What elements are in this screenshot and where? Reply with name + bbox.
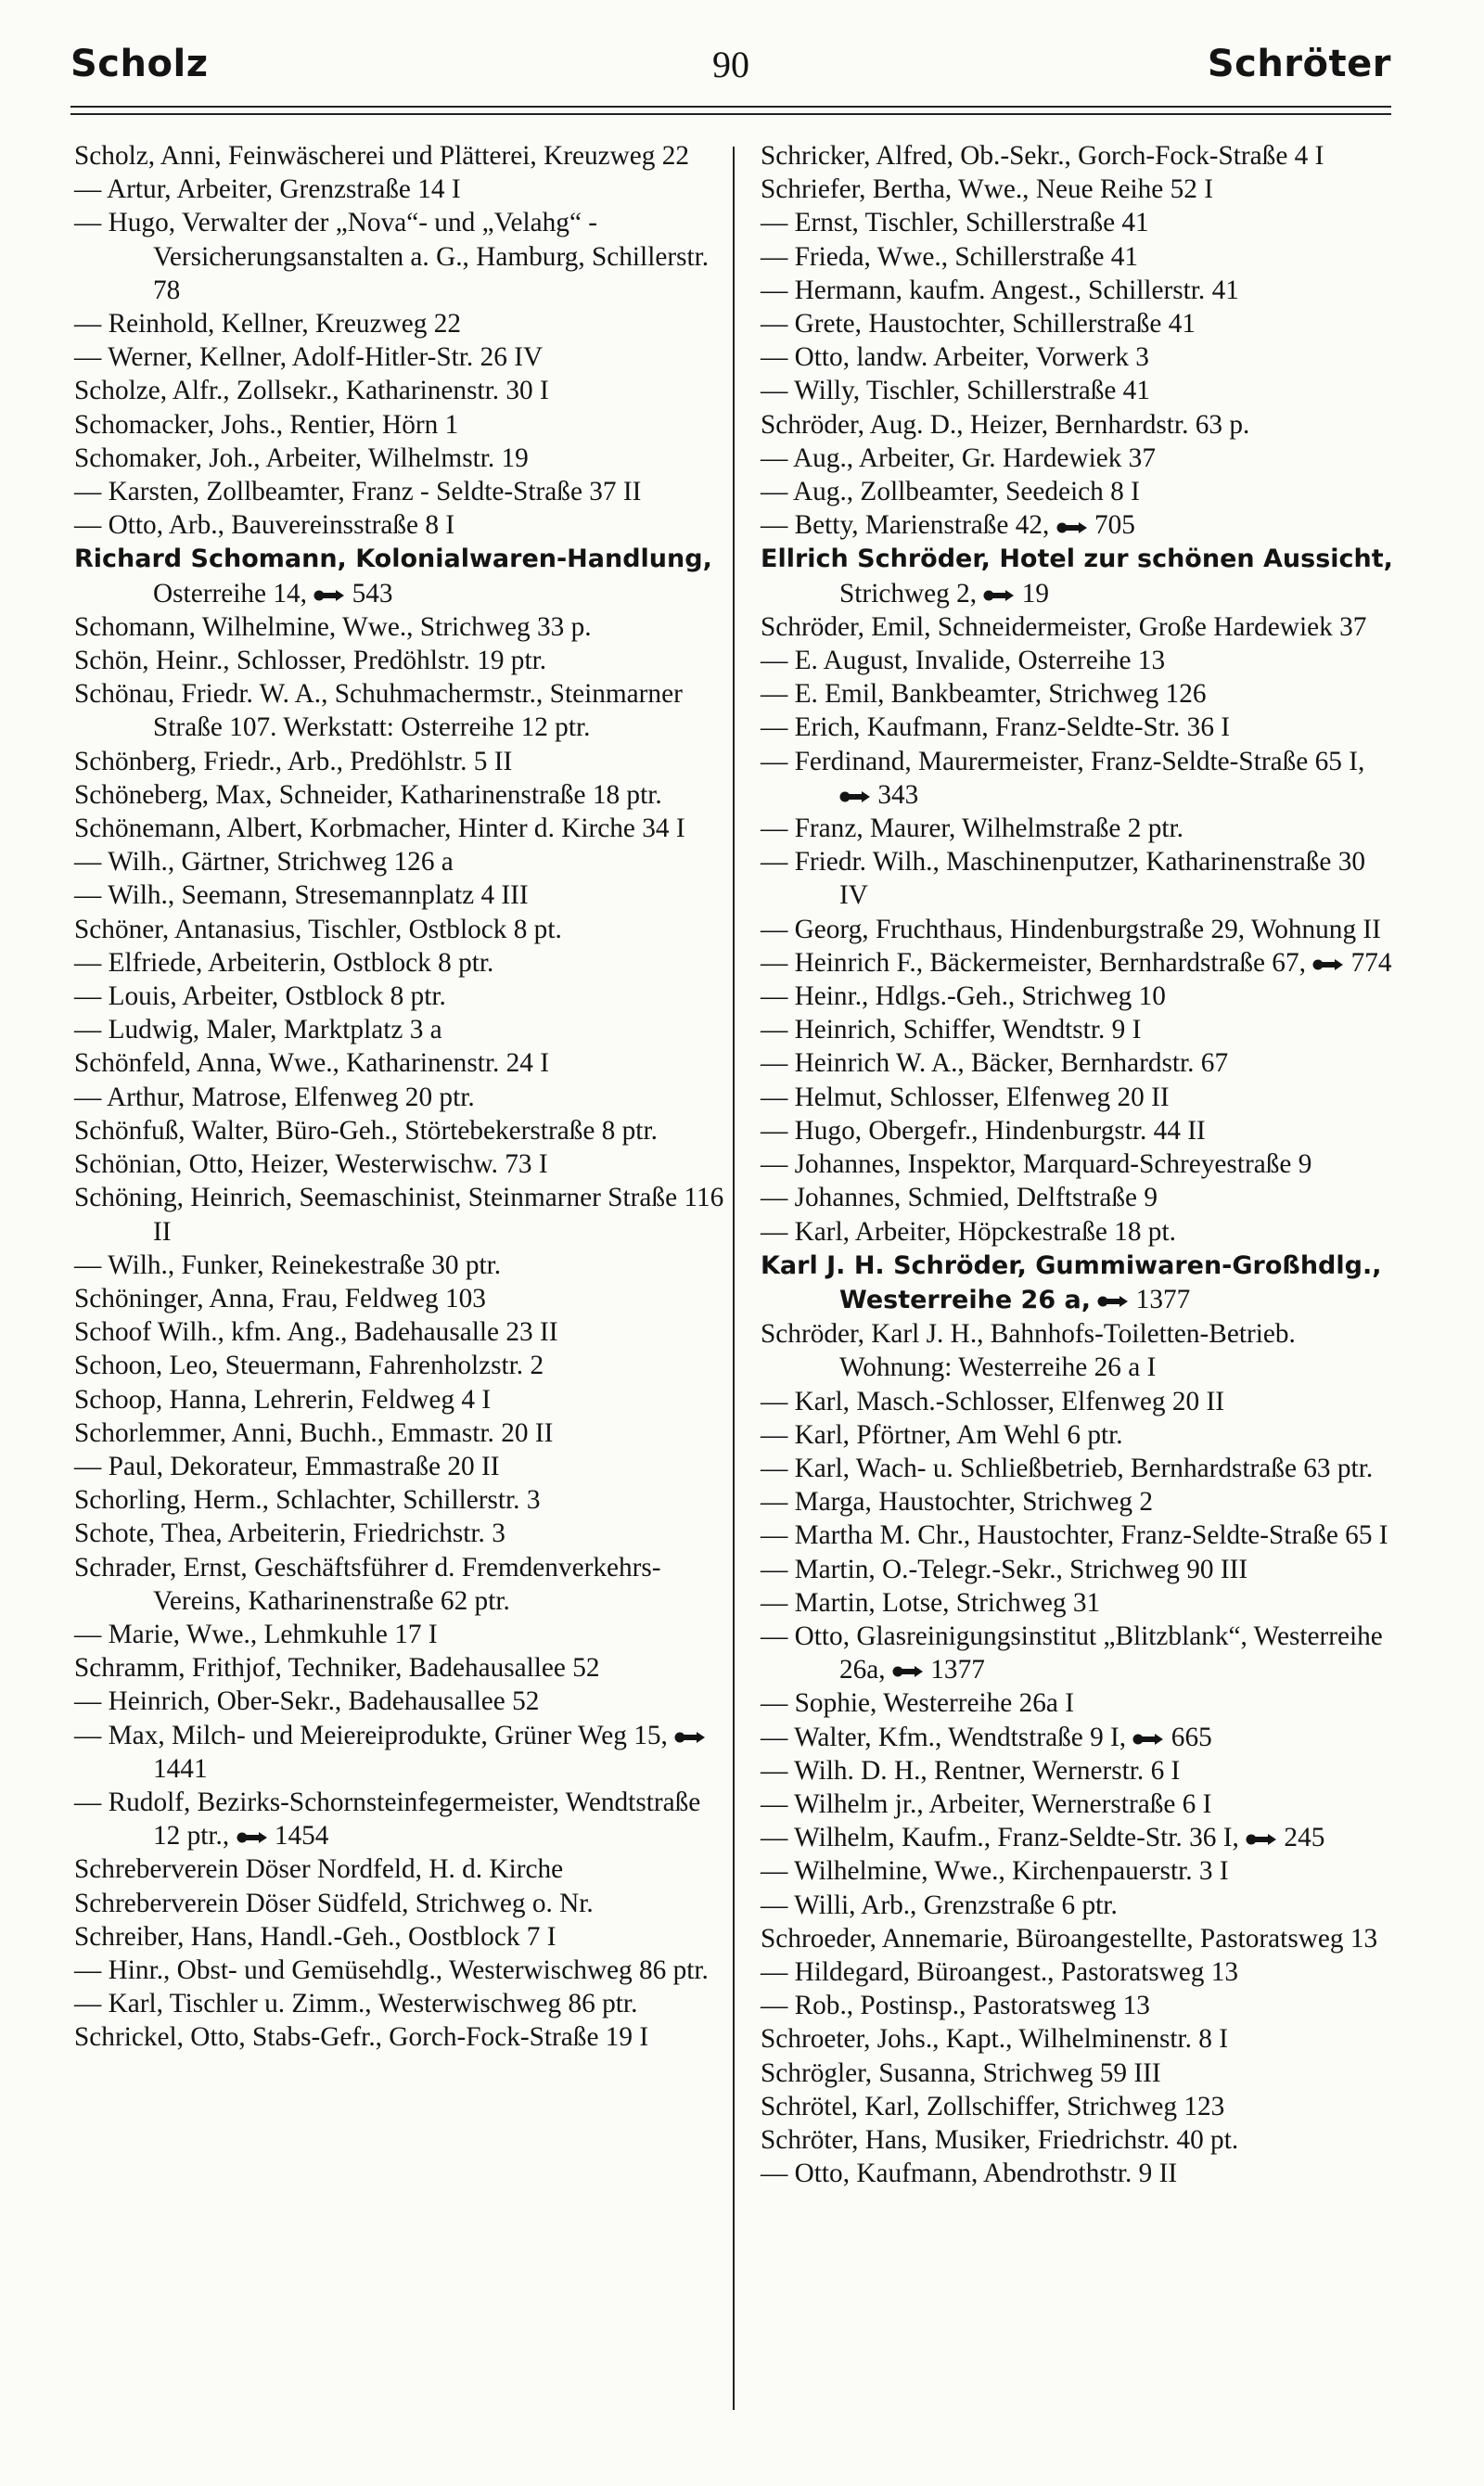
entry-text: Schönemann, Albert, Korbmacher, Hinter d. Kirche 34 I [74, 814, 685, 844]
directory-entry [74, 1954, 725, 1987]
directory-entry [74, 913, 725, 946]
entry-text: Schröder, Emil, Schneidermeister, Große Hardewiek 37 [761, 611, 1367, 642]
directory-entry [74, 812, 725, 845]
entry-text: Schroeter, Johs., Kapt., Wilhelminenstr. 8 I [761, 2024, 1229, 2055]
directory-entry [761, 139, 1395, 173]
telephone-icon [313, 588, 345, 603]
directory-entry [761, 1385, 1395, 1418]
entry-text: Schrögler, Susanna, Strichweg 59 III [761, 2057, 1161, 2088]
entry-text: — Wilhelm jr., Arbeiter, Wernerstraße 6 I [761, 1788, 1212, 1819]
entry-text: Schröter, Hans, Musiker, Friedrichstr. 40 pt. [761, 2124, 1239, 2155]
directory-entry [74, 1282, 725, 1315]
entry-text: — Wilh., Funker, Reinekestraße 30 ptr. [74, 1249, 502, 1280]
directory-entry [74, 845, 725, 878]
entry-text: Scholze, Alfr., Zollsekr., Katharinenstr. 30 I [74, 376, 549, 406]
entry-text: Schroeder, Annemarie, Büroangestellte, Pastoratsweg 13 [761, 1923, 1378, 1954]
directory-entry [761, 542, 1395, 609]
business-name: Ellrich Schröder, Hotel zur schönen Aussicht, [761, 545, 1393, 574]
entry-text: — Friedr. Wilh., Maschinenputzer, Katharinenstraße 30 IV [761, 847, 1366, 911]
entry-text: — Karl, Wach- u. Schließbetrieb, Bernhardstraße 63 ptr. [761, 1453, 1374, 1483]
entry-text: Schöner, Antanasius, Tischler, Ostblock 8 pt. [74, 914, 562, 944]
entry-text: — Willi, Arb., Grenzstraße 6 ptr. [761, 1890, 1118, 1920]
entry-text: — Wilhelm, Kaufm., Franz-Seldte-Str. 36 I, [761, 1823, 1247, 1853]
entry-text: — Louis, Arbeiter, Ostblock 8 ptr. [74, 981, 446, 1012]
entry-text: — Hugo, Verwalter der „Nova“- und „Velahg“ - Versicherungsanstalten a. G., Hamburg, Schillerstr. 78 [74, 208, 710, 305]
entry-text [1091, 1285, 1097, 1314]
entry-text: 19 [1015, 578, 1050, 609]
directory-entry [74, 1114, 725, 1147]
entry-text: — Ludwig, Maler, Marktplatz 3 a [74, 1015, 442, 1045]
right-guide-word: Schröter [1207, 43, 1391, 85]
directory-entry [761, 1452, 1395, 1485]
entry-text: — Otto, Kaufmann, Abendrothstr. 9 II [761, 2159, 1178, 2189]
entry-text: 343 [871, 779, 919, 810]
entry-text: Strichweg 2, [839, 578, 984, 609]
directory-entry [74, 173, 725, 206]
directory-entry [74, 1013, 725, 1046]
page-number: 90 [712, 44, 749, 85]
directory-entry [74, 644, 725, 677]
entry-text: Osterreihe 14, [153, 578, 314, 609]
telephone-icon [1246, 1832, 1277, 1847]
entry-text: — Hermann, kaufm. Angest., Schillerstr. 41 [761, 275, 1239, 305]
telephone-icon [839, 789, 871, 804]
entry-text: — Wilh. D. H., Rentner, Wernerstr. 6 I [761, 1755, 1181, 1786]
telephone-icon [983, 588, 1015, 603]
directory-entry [74, 878, 725, 912]
directory-entry [761, 1989, 1395, 2022]
entry-text: — Hinr., Obst- und Gemüsehdlg., Westerwischweg 86 ptr. [74, 1954, 709, 1985]
entry-text: — Elfriede, Arbeiterin, Ostblock 8 ptr. [74, 947, 494, 978]
directory-entry [74, 1249, 725, 1282]
entry-text: — Willy, Tischler, Schillerstraße 41 [761, 376, 1150, 406]
entry-text: — Karsten, Zollbeamter, Franz - Seldte-Straße 37 II [74, 477, 642, 507]
entry-text: Schomaker, Joh., Arbeiter, Wilhelmstr. 19 [74, 442, 529, 473]
entry-text: Schramm, Frithjof, Techniker, Badehausallee 52 [74, 1653, 600, 1684]
entry-text: — Martha M. Chr., Haustochter, Franz-Seldte-Straße 65 I [761, 1520, 1388, 1551]
directory-entry [74, 1147, 725, 1181]
telephone-icon [237, 1830, 268, 1845]
directory-entry [74, 980, 725, 1013]
directory-entry [761, 1081, 1395, 1114]
entry-text: — Georg, Fruchthaus, Hindenburgstraße 29, Wohnung II [761, 914, 1381, 944]
entry-text: — Wilhelmine, Wwe., Kirchenpauerstr. 3 I [761, 1856, 1229, 1887]
entry-text: — Walter, Kfm., Wendtstraße 9 I, [761, 1722, 1133, 1752]
telephone-icon [1312, 957, 1344, 972]
entry-text: Schomacker, Johs., Rentier, Hörn 1 [74, 409, 459, 440]
directory-entry [761, 1114, 1395, 1147]
entry-text: — E. Emil, Bankbeamter, Strichweg 126 [761, 679, 1207, 710]
directory-entry [74, 139, 725, 173]
entry-text: Schönfuß, Walter, Büro-Geh., Störtebekerstraße 8 ptr. [74, 1115, 658, 1146]
directory-entry [74, 1719, 725, 1786]
directory-entry [761, 711, 1395, 744]
directory-entry [74, 475, 725, 508]
entry-text: — Marie, Wwe., Lehmkuhle 17 I [74, 1619, 438, 1649]
entry-text: — Reinhold, Kellner, Kreuzweg 22 [74, 309, 462, 340]
directory-entry [74, 408, 725, 442]
entry-text: Schröder, Aug. D., Heizer, Bernhardstr. 63 p. [761, 409, 1250, 440]
entry-text: — Heinrich F., Bäckermeister, Bernhardstraße 67, [761, 947, 1313, 978]
directory-entry [74, 778, 725, 812]
directory-entry [761, 1249, 1395, 1317]
directory-entry [761, 1620, 1395, 1686]
directory-entry [761, 240, 1395, 274]
entry-text: Schriefer, Bertha, Wwe., Neue Reihe 52 I [761, 174, 1214, 205]
entry-text: — Karl, Pförtner, Am Wehl 6 ptr. [761, 1419, 1123, 1450]
directory-entry [74, 1920, 725, 1954]
directory-entry [761, 1046, 1395, 1080]
directory-entry [761, 1788, 1395, 1821]
telephone-icon [1056, 520, 1088, 535]
directory-entry [761, 274, 1395, 307]
entry-text: — Artur, Arbeiter, Grenzstraße 14 I [74, 174, 461, 205]
entry-text: — Arthur, Matrose, Elfenweg 20 ptr. [74, 1082, 475, 1112]
business-name: Karl J. H. Schröder, Gummiwaren-Großhdlg., Westerreihe 26 a, [761, 1250, 1382, 1314]
directory-entry [761, 812, 1395, 845]
directory-entry [761, 2157, 1395, 2190]
directory-entry [74, 1483, 725, 1517]
directory-entry [761, 845, 1395, 912]
entry-text: — Frieda, Wwe., Schillerstraße 41 [761, 241, 1139, 272]
directory-entry [74, 1416, 725, 1450]
entry-text: 1441 [153, 1753, 208, 1784]
entry-text: — Max, Milch- und Meiereiprodukte, Grüner Weg 15, [74, 1720, 675, 1750]
entry-text: Schönfeld, Anna, Wwe., Katharinenstr. 24 I [74, 1048, 550, 1079]
directory-entry [761, 1955, 1395, 1989]
entry-text: — Hildegard, Büroangest., Pastoratsweg 13 [761, 1956, 1239, 1987]
entry-text: — Werner, Kellner, Adolf-Hitler-Str. 26 IV [74, 342, 544, 373]
entry-text: 1377 [923, 1655, 985, 1685]
directory-entry [74, 307, 725, 340]
directory-entry [74, 1450, 725, 1483]
directory-entry [761, 1754, 1395, 1788]
entry-text: — Sophie, Westerreihe 26a I [761, 1688, 1074, 1719]
entry-text: — Aug., Zollbeamter, Seedeich 8 I [761, 477, 1140, 507]
entry-text: — Otto, Glasreinigungsinstitut „Blitzblank“, Westerreihe 26a, [761, 1621, 1383, 1685]
directory-entry [761, 173, 1395, 206]
directory-entry [761, 1418, 1395, 1452]
directory-entry [74, 1315, 725, 1349]
directory-entry [761, 340, 1395, 374]
directory-entry [761, 508, 1395, 542]
entry-text: Schönberg, Friedr., Arb., Predöhlstr. 5 II [74, 746, 513, 776]
directory-entry [761, 1586, 1395, 1620]
entry-text: Schönau, Friedr. W. A., Schuhmachermstr., Steinmarner Straße 107. Werkstatt: Osterreihe 12 ptr. [74, 679, 683, 743]
directory-entry [761, 610, 1395, 644]
entry-text: 245 [1277, 1823, 1325, 1853]
directory-entry [74, 1383, 725, 1416]
entry-text: — Karl, Arbeiter, Höpckestraße 18 pt. [761, 1216, 1176, 1247]
entry-text: — Grete, Haustochter, Schillerstraße 41 [761, 309, 1196, 340]
directory-entry [761, 442, 1395, 475]
entry-text: 774 [1344, 947, 1392, 978]
column-divider [733, 147, 735, 2410]
entry-text: Schrader, Ernst, Geschäftsführer d. Fremdenverkehrs-Vereins, Katharinenstraße 62 ptr. [74, 1552, 661, 1616]
entry-text: Schreberverein Döser Südfeld, Strichweg o. Nr. [74, 1888, 594, 1918]
entry-text: Schröder, Karl J. H., Bahnhofs-Toiletten-Betrieb. Wohnung: Westerreihe 26 a I [761, 1319, 1296, 1383]
directory-entry [761, 677, 1395, 711]
directory-entry [761, 1013, 1395, 1046]
entry-text: — Ernst, Tischler, Schillerstraße 41 [761, 208, 1149, 238]
directory-entry [761, 1317, 1395, 1384]
telephone-icon [674, 1730, 706, 1745]
entry-text: — Helmut, Schlosser, Elfenweg 20 II [761, 1082, 1170, 1112]
telephone-icon [1097, 1294, 1129, 1309]
entry-text: 1377 [1129, 1284, 1191, 1314]
directory-entry [761, 1519, 1395, 1552]
directory-entry [74, 1651, 725, 1685]
entry-text: Schöning, Heinrich, Seemaschinist, Steinmarner Straße 116 II [74, 1183, 724, 1247]
entry-text: Schoof Wilh., kfm. Ang., Badehausalle 23 II [74, 1317, 558, 1348]
directory-entry [761, 1553, 1395, 1586]
entry-text: — Rudolf, Bezirks-Schornsteinfegermeister, Wendtstraße 12 ptr., [74, 1787, 701, 1852]
entry-text: Schricker, Alfred, Ob.-Sekr., Gorch-Fock-Straße 4 I [761, 141, 1324, 171]
directory-entry [761, 644, 1395, 677]
entry-text: Schöneberg, Max, Schneider, Katharinenstraße 18 ptr. [74, 779, 662, 810]
directory-entry [74, 1046, 725, 1080]
entry-text: 543 [345, 578, 393, 609]
directory-entry [761, 1889, 1395, 1922]
directory-entry [761, 2090, 1395, 2123]
entry-text: Schoop, Hanna, Lehrerin, Feldweg 4 I [74, 1384, 492, 1415]
entry-text: — Johannes, Schmied, Delftstraße 9 [761, 1183, 1158, 1213]
entry-text: — Heinr., Hdlgs.-Geh., Strichweg 10 [761, 981, 1166, 1012]
right-column [761, 139, 1395, 2190]
entry-text: Scholz, Anni, Feinwäscherei und Plätterei, Kreuzweg 22 [74, 141, 690, 171]
entry-text: Schomann, Wilhelmine, Wwe., Strichweg 33 p. [74, 611, 592, 642]
entry-text: 1454 [267, 1821, 329, 1852]
directory-entry [74, 1181, 725, 1248]
entry-text: Schrickel, Otto, Stabs-Gefr., Gorch-Fock-Straße 19 I [74, 2022, 649, 2053]
entry-text: — Heinrich W. A., Bäcker, Bernhardstr. 67 [761, 1048, 1229, 1079]
directory-entry [74, 542, 725, 609]
entry-text: Schreberverein Döser Nordfeld, H. d. Kirche [74, 1854, 564, 1885]
entry-text: — Heinrich, Schiffer, Wendtstr. 9 I [761, 1015, 1142, 1045]
entry-text: Schönian, Otto, Heizer, Westerwischw. 73 I [74, 1149, 548, 1180]
entry-text: — E. August, Invalide, Osterreihe 13 [761, 646, 1166, 676]
telephone-icon [1132, 1732, 1164, 1747]
directory-entry [74, 1551, 725, 1618]
entry-text: — Martin, Lotse, Strichweg 31 [761, 1587, 1101, 1618]
entry-text: 705 [1087, 510, 1135, 541]
directory-entry [74, 677, 725, 744]
directory-entry [761, 1181, 1395, 1214]
directory-entry [74, 442, 725, 475]
directory-entry [761, 307, 1395, 340]
directory-entry [761, 1147, 1395, 1181]
directory-entry [761, 475, 1395, 508]
directory-entry [761, 1854, 1395, 1888]
entry-text: — Karl, Masch.-Schlosser, Elfenweg 20 II [761, 1386, 1224, 1416]
entry-text: Schrötel, Karl, Zollschiffer, Strichweg 123 [761, 2091, 1225, 2121]
entry-text: — Otto, landw. Arbeiter, Vorwerk 3 [761, 342, 1149, 373]
directory-entry [761, 745, 1395, 812]
directory-entry [74, 946, 725, 980]
entry-text: — Otto, Arb., Bauvereinsstraße 8 I [74, 510, 455, 541]
entry-text: Schreiber, Hans, Handl.-Geh., Oostblock 7 I [74, 1921, 556, 1952]
entry-text: Schorling, Herm., Schlachter, Schillerstr. 3 [74, 1485, 541, 1516]
directory-entry [761, 2057, 1395, 2090]
directory-entry [761, 1485, 1395, 1519]
directory-entry [74, 610, 725, 644]
directory-entry [761, 913, 1395, 946]
directory-entry [761, 980, 1395, 1013]
directory-entry [74, 374, 725, 407]
entry-text: Schöninger, Anna, Frau, Feldweg 103 [74, 1283, 486, 1313]
entry-text: Schote, Thea, Arbeiterin, Friedrichstr. 3 [74, 1519, 505, 1549]
entry-text: — Rob., Postinsp., Pastoratsweg 13 [761, 1991, 1150, 2021]
left-column [74, 139, 725, 2055]
directory-entry [74, 745, 725, 778]
entry-text: — Martin, O.-Telegr.-Sekr., Strichweg 90 III [761, 1554, 1248, 1584]
directory-entry [74, 1987, 725, 2020]
directory-entry [761, 1721, 1395, 1754]
directory-entry [74, 1618, 725, 1651]
directory-entry [74, 206, 725, 307]
entry-text: — Karl, Tischler u. Zimm., Westerwischweg 86 ptr. [74, 1989, 638, 2019]
entry-text: Schoon, Leo, Steuermann, Fahrenholzstr. 2 [74, 1351, 544, 1381]
entry-text: — Betty, Marienstraße 42, [761, 510, 1056, 541]
directory-entry [74, 508, 725, 542]
directory-entry [74, 1081, 725, 1114]
directory-entry [74, 2020, 725, 2054]
left-guide-word: Scholz [70, 43, 209, 85]
directory-entry [74, 1517, 725, 1550]
directory-entry [74, 1887, 725, 1920]
directory-entry [761, 374, 1395, 407]
directory-entry [74, 1786, 725, 1852]
directory-entry [761, 206, 1395, 239]
directory-entry [74, 340, 725, 374]
directory-entry [761, 2123, 1395, 2157]
entry-text: — Hugo, Obergefr., Hindenburgstr. 44 II [761, 1115, 1206, 1146]
entry-text: — Paul, Dekorateur, Emmastraße 20 II [74, 1451, 500, 1481]
entry-text: 665 [1164, 1722, 1212, 1752]
entry-text: Schorlemmer, Anni, Buchh., Emmastr. 20 II [74, 1417, 554, 1448]
directory-entry [74, 1852, 725, 1886]
entry-text: — Heinrich, Ober-Sekr., Badehausallee 52 [74, 1686, 540, 1717]
entry-text: — Erich, Kaufmann, Franz-Seldte-Str. 36 I [761, 712, 1231, 743]
directory-entry [761, 946, 1395, 980]
entry-text: — Franz, Maurer, Wilhelmstraße 2 ptr. [761, 814, 1183, 844]
entry-text: — Ferdinand, Maurermeister, Franz-Seldte-Straße 65 I, [761, 746, 1365, 776]
directory-entry [761, 1215, 1395, 1249]
telephone-icon [892, 1664, 924, 1679]
entry-text: — Johannes, Inspektor, Marquard-Schreyestraße 9 [761, 1149, 1312, 1180]
entry-text: — Wilh., Seemann, Stresemannplatz 4 III [74, 880, 529, 911]
page-header [70, 37, 1391, 93]
business-name: Richard Schomann, Kolonialwaren-Handlung, [74, 545, 712, 574]
directory-entry [761, 2022, 1395, 2056]
entry-text: — Wilh., Gärtner, Strichweg 126 a [74, 847, 454, 878]
directory-entry [74, 1349, 725, 1382]
directory-entry [761, 408, 1395, 442]
directory-entry [761, 1686, 1395, 1720]
header-rule-top [70, 106, 1391, 108]
directory-entry [761, 1821, 1395, 1854]
directory-entry [74, 1685, 725, 1718]
header-rule-bottom [70, 113, 1391, 115]
directory-entry [761, 1922, 1395, 1955]
entry-text: — Marga, Haustochter, Strichweg 2 [761, 1487, 1153, 1518]
entry-text: Schön, Heinr., Schlosser, Predöhlstr. 19 ptr. [74, 646, 547, 676]
entry-text: — Aug., Arbeiter, Gr. Hardewiek 37 [761, 442, 1156, 473]
